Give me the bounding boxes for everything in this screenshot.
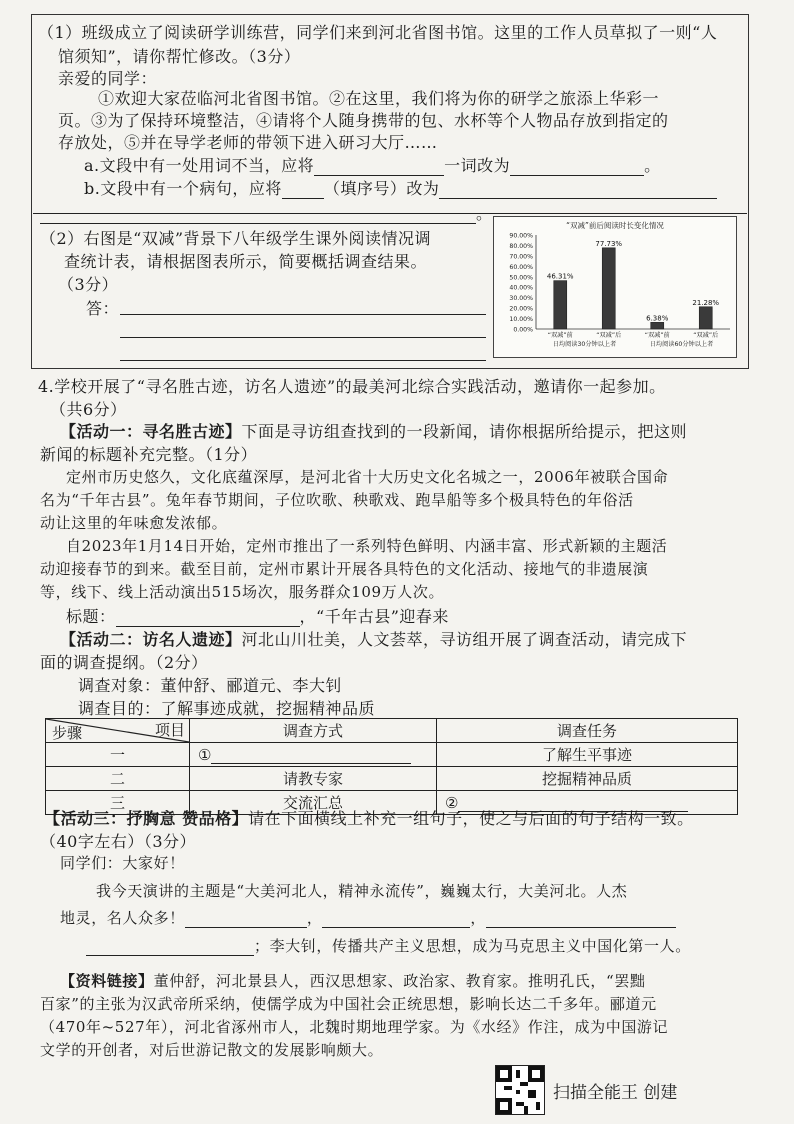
- q4-title-line2: （共6分）: [50, 400, 127, 419]
- link-text1: 董仲舒，河北景县人，西汉思想家、政治家、教育家。推明孔氏，“罢黜: [153, 972, 646, 990]
- link-line3: （470年~527年），河北省涿州市人，北魏时期地理学家。为《水经》作注，成为中国游记: [40, 1018, 669, 1036]
- q1-a-end: 。: [644, 156, 661, 175]
- method-cell: 请教专家: [190, 767, 437, 791]
- reading-time-chart: [493, 216, 737, 358]
- bar-data-label: 21.28%: [692, 298, 720, 307]
- activity1-instruction: [60, 419, 687, 442]
- link-line1: [60, 970, 645, 991]
- method-cell-blank[interactable]: [190, 743, 437, 767]
- notice-greeting: 亲爱的同学：: [58, 69, 158, 88]
- y-tick-label: 50.00%: [509, 274, 533, 282]
- table-row: [46, 743, 738, 767]
- bar-data-label: 6.38%: [646, 314, 669, 323]
- q1-b-prompt: b.文段中有一个病句，应将: [84, 179, 282, 198]
- activity1-text: 下面是寻访组查找到的一段新闻，请你根据所给提示，把这则: [241, 422, 688, 441]
- q1-a-blank-correct-word[interactable]: [510, 159, 644, 176]
- q1-intro-line1: （1）班级成立了阅读研学训练营，同学们来到河北省图书馆。这里的工作人员草拟了一则“人: [38, 23, 718, 42]
- speech-text3: 地灵，名人众多！: [60, 909, 185, 927]
- step-cell: 一: [46, 743, 190, 767]
- news-line2: 名为“千年古县”。兔年春节期间，子位吹歌、秧歌戏、跑旱船等多个极具特色的年俗活: [40, 491, 634, 509]
- q2-line1: （2）右图是“双减”背景下八年级学生课外阅读情况调: [40, 229, 432, 248]
- news-line1: 定州市历史悠久，文化底蕴深厚，是河北省十大历史文化名城之一，2006年被联合国命: [66, 468, 669, 486]
- task-cell: 了解生平事迹: [437, 743, 738, 767]
- scanner-watermark: 扫描全能王 创建: [553, 1083, 678, 1103]
- qr-code-icon: [495, 1065, 545, 1115]
- headline-suffix: ，“千年古县”迎春来: [299, 607, 449, 626]
- step-cell: 三: [46, 791, 190, 815]
- q1-b-mid: （填序号）改为: [323, 179, 440, 198]
- chart-bar: [651, 322, 664, 329]
- table-corner: [46, 719, 190, 743]
- notice-line1: ①欢迎大家莅临河北省图书馆。②在这里，我们将为你的研学之旅添上华彩一: [98, 89, 660, 108]
- activity3-text: 请在下面横线上补充一组句子，使之与后面的句子结构一致。: [248, 809, 694, 828]
- q2-answer-label: 答：: [86, 299, 120, 318]
- q2-answer-line2[interactable]: [120, 337, 486, 338]
- x-group-label: 日均阅读60分钟以上者: [649, 341, 714, 348]
- x-category-label: “双减”后: [596, 332, 622, 339]
- bar-data-label: 77.73%: [595, 239, 623, 248]
- headline-row: [66, 604, 449, 627]
- q1-b-blank-number[interactable]: [282, 182, 324, 199]
- link-line2: 百家”的主张为汉武帝所采纳，使儒学成为中国社会正统思想，影响长达二千多年。郦道元: [40, 995, 657, 1013]
- headline-blank[interactable]: [116, 610, 300, 627]
- speech-blank-3[interactable]: [486, 911, 676, 928]
- q2-answer-line1[interactable]: [120, 314, 486, 315]
- x-group-label: 日均阅读30分钟以上者: [552, 341, 617, 348]
- speech-blank-2[interactable]: [322, 911, 470, 928]
- chart-bar: [554, 281, 567, 329]
- header-method: 调查方式: [190, 719, 437, 743]
- y-tick-label: 20.00%: [509, 305, 533, 313]
- news-line5: 动迎接春节的到来。截至目前，定州市累计开展各具特色的文化活动、接地气的非遗展演: [40, 560, 649, 578]
- activity3-line2: （40字左右）（3分）: [40, 832, 197, 851]
- x-category-label: “双减”前: [547, 332, 573, 339]
- y-tick-label: 60.00%: [509, 263, 533, 271]
- bar-data-label: 46.31%: [546, 272, 574, 281]
- chart-bar: [699, 307, 712, 329]
- corner-label-item: 项目: [154, 721, 185, 739]
- speech-blank-1[interactable]: [185, 911, 307, 928]
- q1-intro-line2: 馆须知”，请你帮忙修改。（3分）: [58, 47, 301, 66]
- q1-part-b: [84, 176, 717, 199]
- y-tick-label: 90.00%: [509, 232, 533, 240]
- survey-target: 调查对象：董仲舒、郦道元、李大钊: [78, 676, 343, 695]
- speech-comma-1: ，: [306, 909, 323, 927]
- speech-blank-4[interactable]: [86, 939, 254, 956]
- method-blank[interactable]: [211, 749, 411, 764]
- y-tick-label: 80.00%: [509, 242, 533, 250]
- activity2-tag: 【活动二：访名人遗迹】: [60, 630, 242, 649]
- y-tick-label: 70.00%: [509, 253, 533, 261]
- link-tag: 【资料链接】: [60, 972, 154, 990]
- step-cell: 二: [46, 767, 190, 791]
- news-line4: 自2023年1月14日开始，定州市推出了一系列特色鲜明、内涵丰富、形式新颖的主题活: [66, 537, 668, 555]
- survey-purpose: 调查目的：了解事迹成就，挖掘精神品质: [78, 699, 376, 718]
- method-cell: 交流汇总: [190, 791, 437, 815]
- speech-line4: [86, 935, 691, 956]
- q1-a-prompt: a.文段中有一处用词不当，应将: [84, 156, 315, 175]
- notice-line3: 存放处，⑤并在导学老师的带领下进入研习大厅……: [58, 133, 438, 152]
- speech-line2: 我今天演讲的主题是“大美河北人，精神永流传”，巍巍太行，大美河北。人杰: [96, 882, 628, 900]
- activity3-tag: 【活动三：抒胸意 赞品格】: [44, 809, 249, 828]
- x-category-label: “双减”后: [693, 332, 719, 339]
- activity3-instruction: [44, 806, 694, 829]
- task-cell: 挖掘精神品质: [437, 767, 738, 791]
- activity1-tag: 【活动一：寻名胜古迹】: [60, 422, 242, 441]
- q1-a-blank-wrong-word[interactable]: [314, 159, 444, 176]
- table-row: [46, 767, 738, 791]
- y-tick-label: 40.00%: [509, 284, 533, 292]
- header-task: 调查任务: [437, 719, 738, 743]
- activity2-line2: 面的调查提纲。（2分）: [40, 653, 208, 672]
- speech-text4: ；李大钊，传播共产主义思想，成为马克思主义中国化第一人。: [254, 937, 691, 955]
- speech-line1: 同学们：大家好！: [60, 854, 185, 872]
- y-tick-label: 0.00%: [513, 326, 533, 334]
- q1-b-end: 。: [476, 204, 493, 223]
- chart-title: “双减”前后阅读时长变化情况: [566, 221, 664, 230]
- activity2-text: 河北山川壮美，人文荟萃，寻访组开展了调查活动，请完成下: [241, 630, 688, 649]
- notice-line2: 页。③为了保持环境整洁，④请将个人随身携带的包、水杯等个人物品存放到指定的: [58, 111, 669, 130]
- activity1-line2: 新闻的标题补充完整。（1分）: [40, 445, 258, 464]
- speech-line3: [60, 907, 676, 928]
- q2-line3: （3分）: [58, 275, 119, 294]
- news-line3: 动让这里的年味愈发浓郁。: [40, 514, 228, 532]
- q1-b-blank-line1[interactable]: [439, 182, 717, 199]
- q2-answer-line3[interactable]: [120, 360, 486, 361]
- chart-bar: [602, 248, 615, 329]
- survey-table: [45, 718, 738, 815]
- q1-b-line2: [40, 201, 493, 224]
- speech-comma-2: ，: [470, 909, 487, 927]
- x-category-label: “双减”前: [644, 332, 670, 339]
- y-tick-label: 30.00%: [509, 295, 533, 303]
- news-line6: 等，线下、线上活动演出515场次，服务群众109万人次。: [40, 583, 445, 601]
- q2-line2: 查统计表，请根据图表所示，简要概括调查结果。: [64, 252, 428, 271]
- corner-label-step: 步骤: [52, 724, 83, 742]
- chart-svg: [494, 217, 736, 357]
- blank-marker-2: ②: [445, 793, 459, 812]
- q1-a-mid: 一词改为: [444, 156, 511, 175]
- link-line4: 文学的开创者，对后世游记散文的发展影响颇大。: [40, 1041, 384, 1059]
- q1-part-a: [84, 153, 661, 176]
- q1-b-blank-line2[interactable]: [40, 207, 476, 224]
- y-tick-label: 10.00%: [509, 316, 533, 324]
- blank-marker-1: ①: [198, 745, 212, 764]
- headline-label: 标题：: [66, 607, 116, 626]
- q4-title-line1: 4.学校开展了“寻名胜古迹，访名人遗迹”的最美河北综合实践活动，邀请你一起参加。: [38, 377, 666, 396]
- activity2-instruction: [60, 627, 687, 650]
